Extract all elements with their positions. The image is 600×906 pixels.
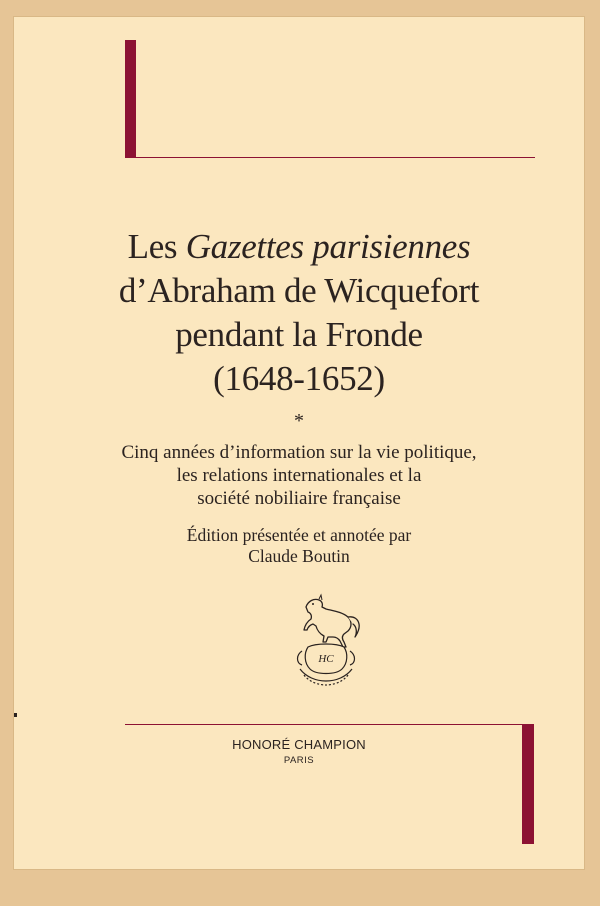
publisher-city: PARIS bbox=[283, 755, 315, 766]
title-line-1: Les Gazettes parisiennes bbox=[127, 227, 471, 266]
edge-mark bbox=[14, 713, 17, 717]
subtitle-line-2: les relations internationales et la bbox=[176, 465, 422, 486]
title-italic: Gazettes parisiennes bbox=[185, 227, 471, 266]
horse-cartouche-emblem-icon bbox=[286, 589, 366, 689]
title-line-2: d’Abraham de Wicquefort bbox=[118, 271, 480, 310]
bottom-rule bbox=[125, 724, 534, 725]
editor-line-1: Édition présentée et annotée par bbox=[186, 525, 412, 545]
subtitle-line-3: société nobiliaire française bbox=[197, 488, 401, 509]
top-rule bbox=[125, 157, 535, 158]
publisher-name: HONORÉ CHAMPION bbox=[232, 737, 366, 752]
top-accent-bar bbox=[125, 40, 136, 158]
book-cover bbox=[14, 17, 584, 869]
title-line-4: (1648-1652) bbox=[213, 359, 385, 398]
editor-credit bbox=[74, 525, 524, 567]
book-subtitle bbox=[74, 441, 524, 510]
subtitle-line-1: Cinq années d’information sur la vie politique, bbox=[121, 442, 477, 463]
book-title bbox=[74, 225, 524, 401]
editor-name: Claude Boutin bbox=[248, 546, 350, 566]
title-line-3: pendant la Fronde bbox=[175, 315, 423, 354]
emblem-monogram: HC bbox=[318, 653, 334, 665]
volume-asterisk: * bbox=[294, 410, 304, 432]
